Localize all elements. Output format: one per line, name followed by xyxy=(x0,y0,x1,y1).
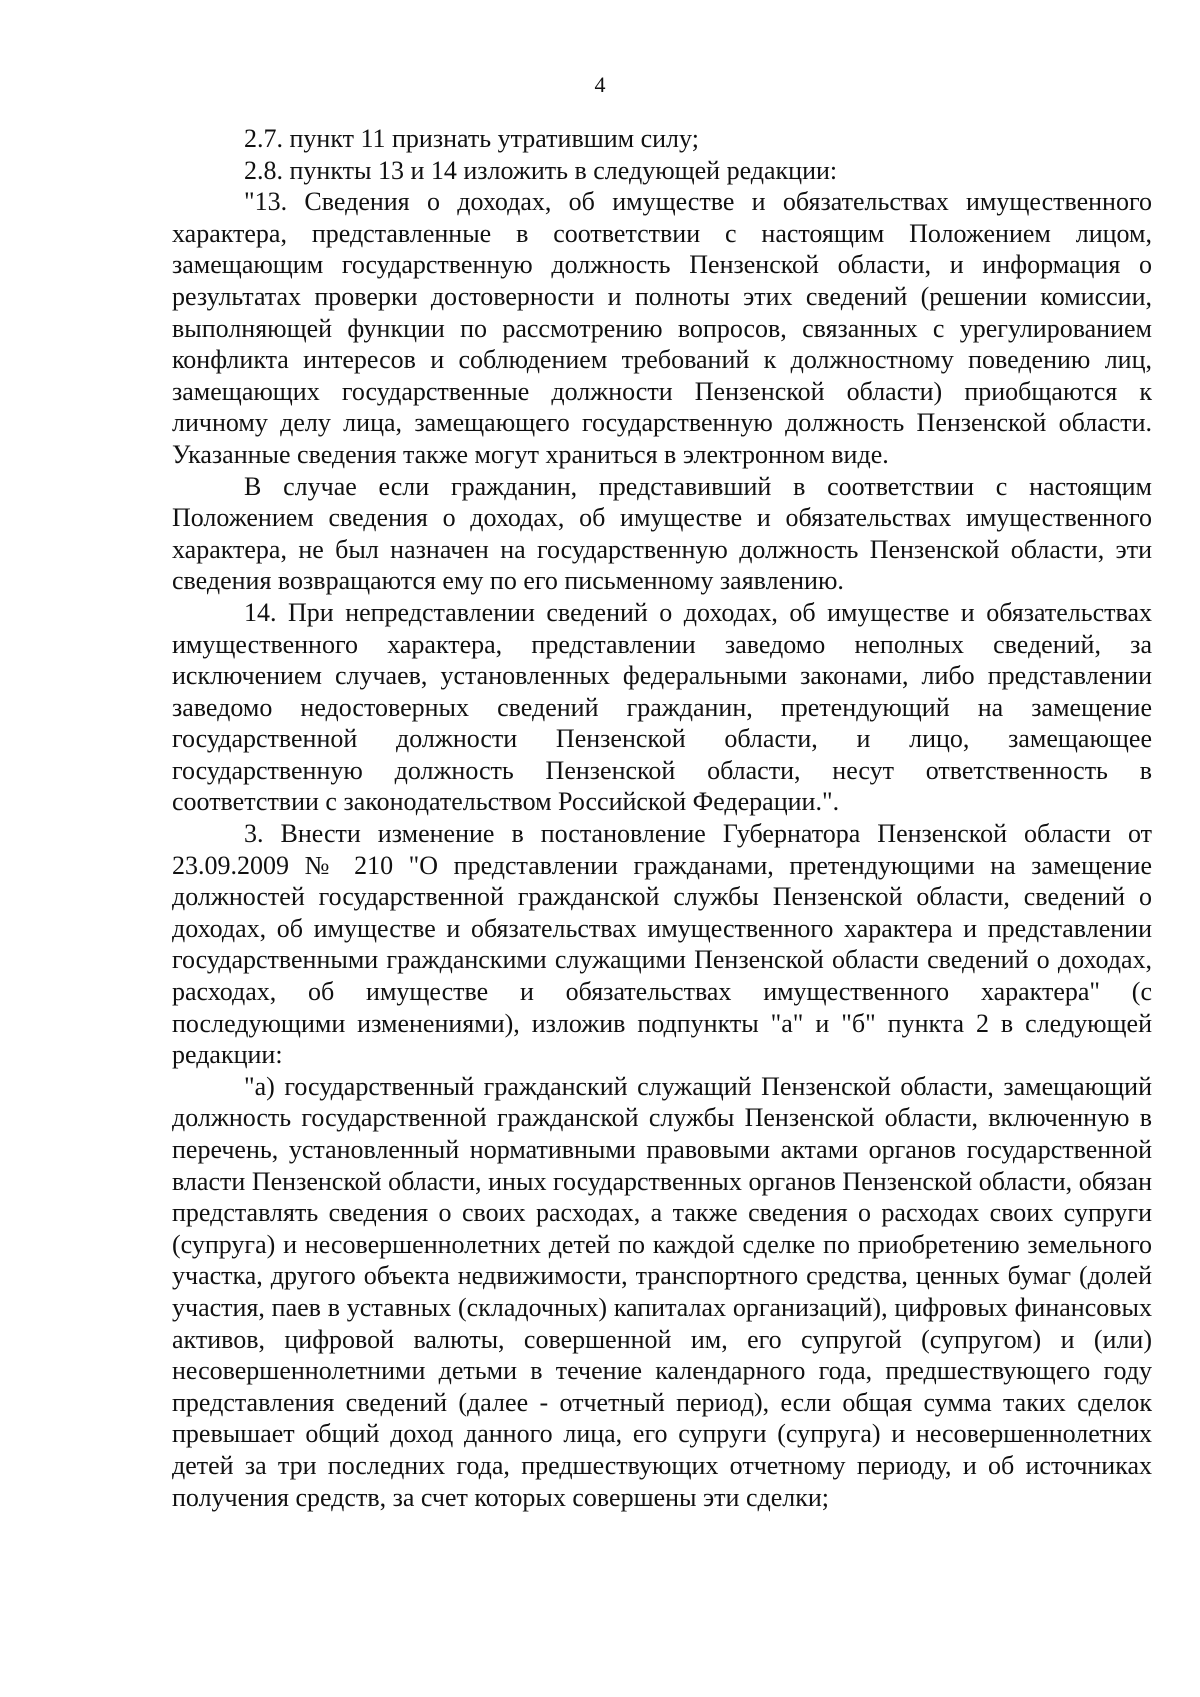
paragraph-subitem-a: "а) государственный гражданский служащий Пензенской области, замещающий должность государственной гражданской службы Пензенской области, включенную в перечень, установленный нормативными правовыми актами органов государственной власти Пензенской области, иных государственных органов Пензенской области, обязан представлять сведения о своих расходах, а также сведения о расходах своих супруги (супруга) и несовершеннолетних детей по каждой сделке по приобретению земельного участка, другого объекта недвижимости, транспортного средства, ценных бумаг (долей участия, паев в уставных (складочных) капиталах организаций), цифровых финансовых активов, цифровой валюты, совершенной им, его супругой (супругом) и (или) несовершеннолетними детьми в течение календарного года, предшествующего году представления сведений (далее - отчетный период), если общая сумма таких сделок превышает общий доход данного лица, его супруги (супруга) и несовершеннолетних детей за три последних года, предшествующих отчетному периоду, и об источниках получения средств, за счет которых совершены эти сделки; xyxy=(172,1071,1152,1512)
paragraph-2-7: 2.7. пункт 11 признать утратившим силу; xyxy=(244,124,699,153)
paragraph-13: "13. Сведения о доходах, об имуществе и обязательствах имущественного характера, представленные в соответствии с настоящим Положением лицом, замещающим государственную должность Пензенской области, и информация о результатах проверки достоверности и полноты этих сведений (решении комиссии, выполняющей функции по рассмотрению вопросов, связанных с урегулированием конфликта интересов и соблюдением требований к должностному поведению лиц, замещающих государственные должности Пензенской области) приобщаются к личному делу лица, замещающего государственную должность Пензенской области. Указанные сведения также могут храниться в электронном виде. xyxy=(172,187,1152,469)
paragraph-13-return: В случае если гражданин, представивший в соответствии с настоящим Положением сведения о доходах, об имуществе и обязательствах имущественного характера, не был назначен на государственную должность Пензенской области, эти сведения возвращаются ему по его письменному заявлению. xyxy=(172,471,1152,596)
page-number: 4 xyxy=(594,72,606,97)
paragraph-2-8: 2.8. пункты 13 и 14 изложить в следующей редакции: xyxy=(244,155,838,185)
document-body xyxy=(172,123,1152,1513)
paragraph-3: 3. Внести изменение в постановление Губернатора Пензенской области от 23.09.2009 № 210 "О представлении гражданами, претендующими на замещение должностей государственной гражданской службы Пензенской области, сведений о доходах, об имуществе и обязательствах имущественного характера и представлении государственными гражданскими служащими Пензенской области сведений о доходах, расходах, об имуществе и обязательствах имущественного характера" (с последующими изменениями), изложив подпункты "а" и "б" пункта 2 в следующей редакции: xyxy=(172,819,1152,1070)
paragraph-14: 14. При непредставлении сведений о доходах, об имуществе и обязательствах имущественного характера, представлении заведомо неполных сведений, за исключением случаев, установленных федеральными законами, либо представлении заведомо недостоверных сведений гражданин, претендующий на замещение государственной должности Пензенской области, и лицо, замещающее государственную должность Пензенской области, несут ответственность в соответствии с законодательством Российской Федерации.". xyxy=(172,597,1152,817)
